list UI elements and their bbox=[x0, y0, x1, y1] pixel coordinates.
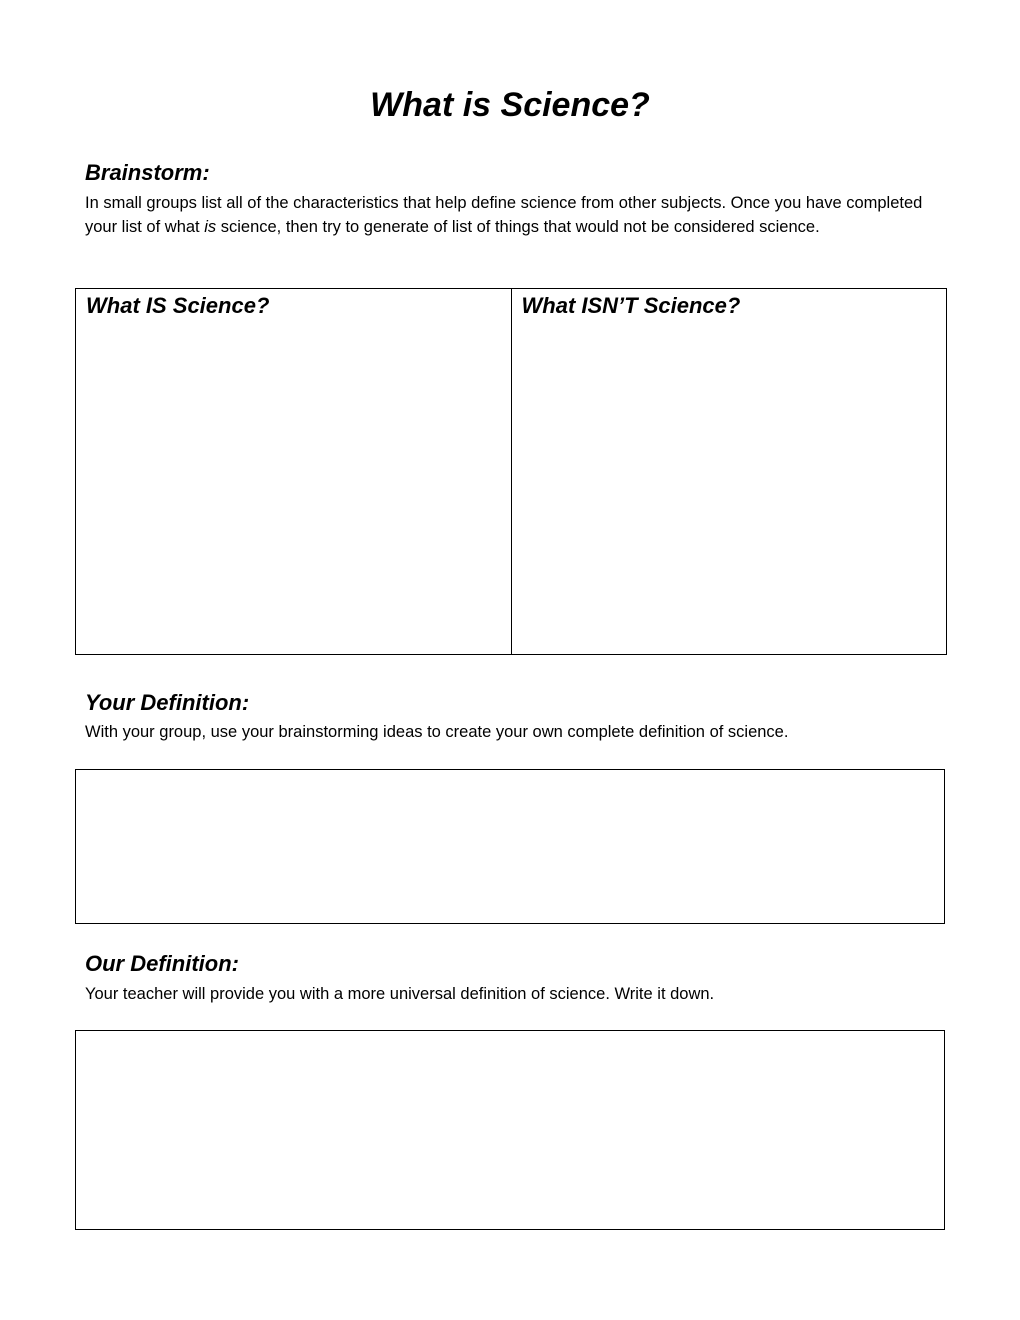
brainstorm-heading: Brainstorm: bbox=[85, 160, 210, 185]
page-title: What is Science? bbox=[370, 86, 650, 124]
our-definition-box[interactable] bbox=[75, 1030, 945, 1230]
your-definition-instructions: With your group, use your brainstorming ideas to create your own complete definition of science. bbox=[85, 723, 789, 741]
brainstorm-table bbox=[75, 288, 947, 655]
what-isnt-science-heading: What ISN’T Science? bbox=[521, 293, 741, 318]
your-definition-heading: Your Definition: bbox=[85, 690, 250, 715]
brainstorm-text-part-2: science, then try to generate of list of things that would not be considered science. bbox=[216, 218, 820, 236]
what-is-science-cell[interactable] bbox=[76, 289, 512, 655]
our-definition-writing-area[interactable] bbox=[76, 1031, 944, 1229]
brainstorm-text-part-1: In small groups list all of the characteristics that help define science from other subjects. Once you have completed your list of what bbox=[85, 194, 923, 236]
your-definition-writing-area[interactable] bbox=[76, 770, 944, 923]
brainstorm-instructions bbox=[85, 191, 945, 239]
brainstorm-text-emphasis: is bbox=[204, 218, 217, 236]
what-is-science-heading: What IS Science? bbox=[86, 293, 270, 318]
our-definition-instructions: Your teacher will provide you with a more universal definition of science. Write it down. bbox=[85, 985, 715, 1003]
our-definition-heading: Our Definition: bbox=[85, 951, 239, 976]
what-isnt-science-cell[interactable] bbox=[511, 289, 947, 655]
your-definition-box[interactable] bbox=[75, 769, 945, 924]
